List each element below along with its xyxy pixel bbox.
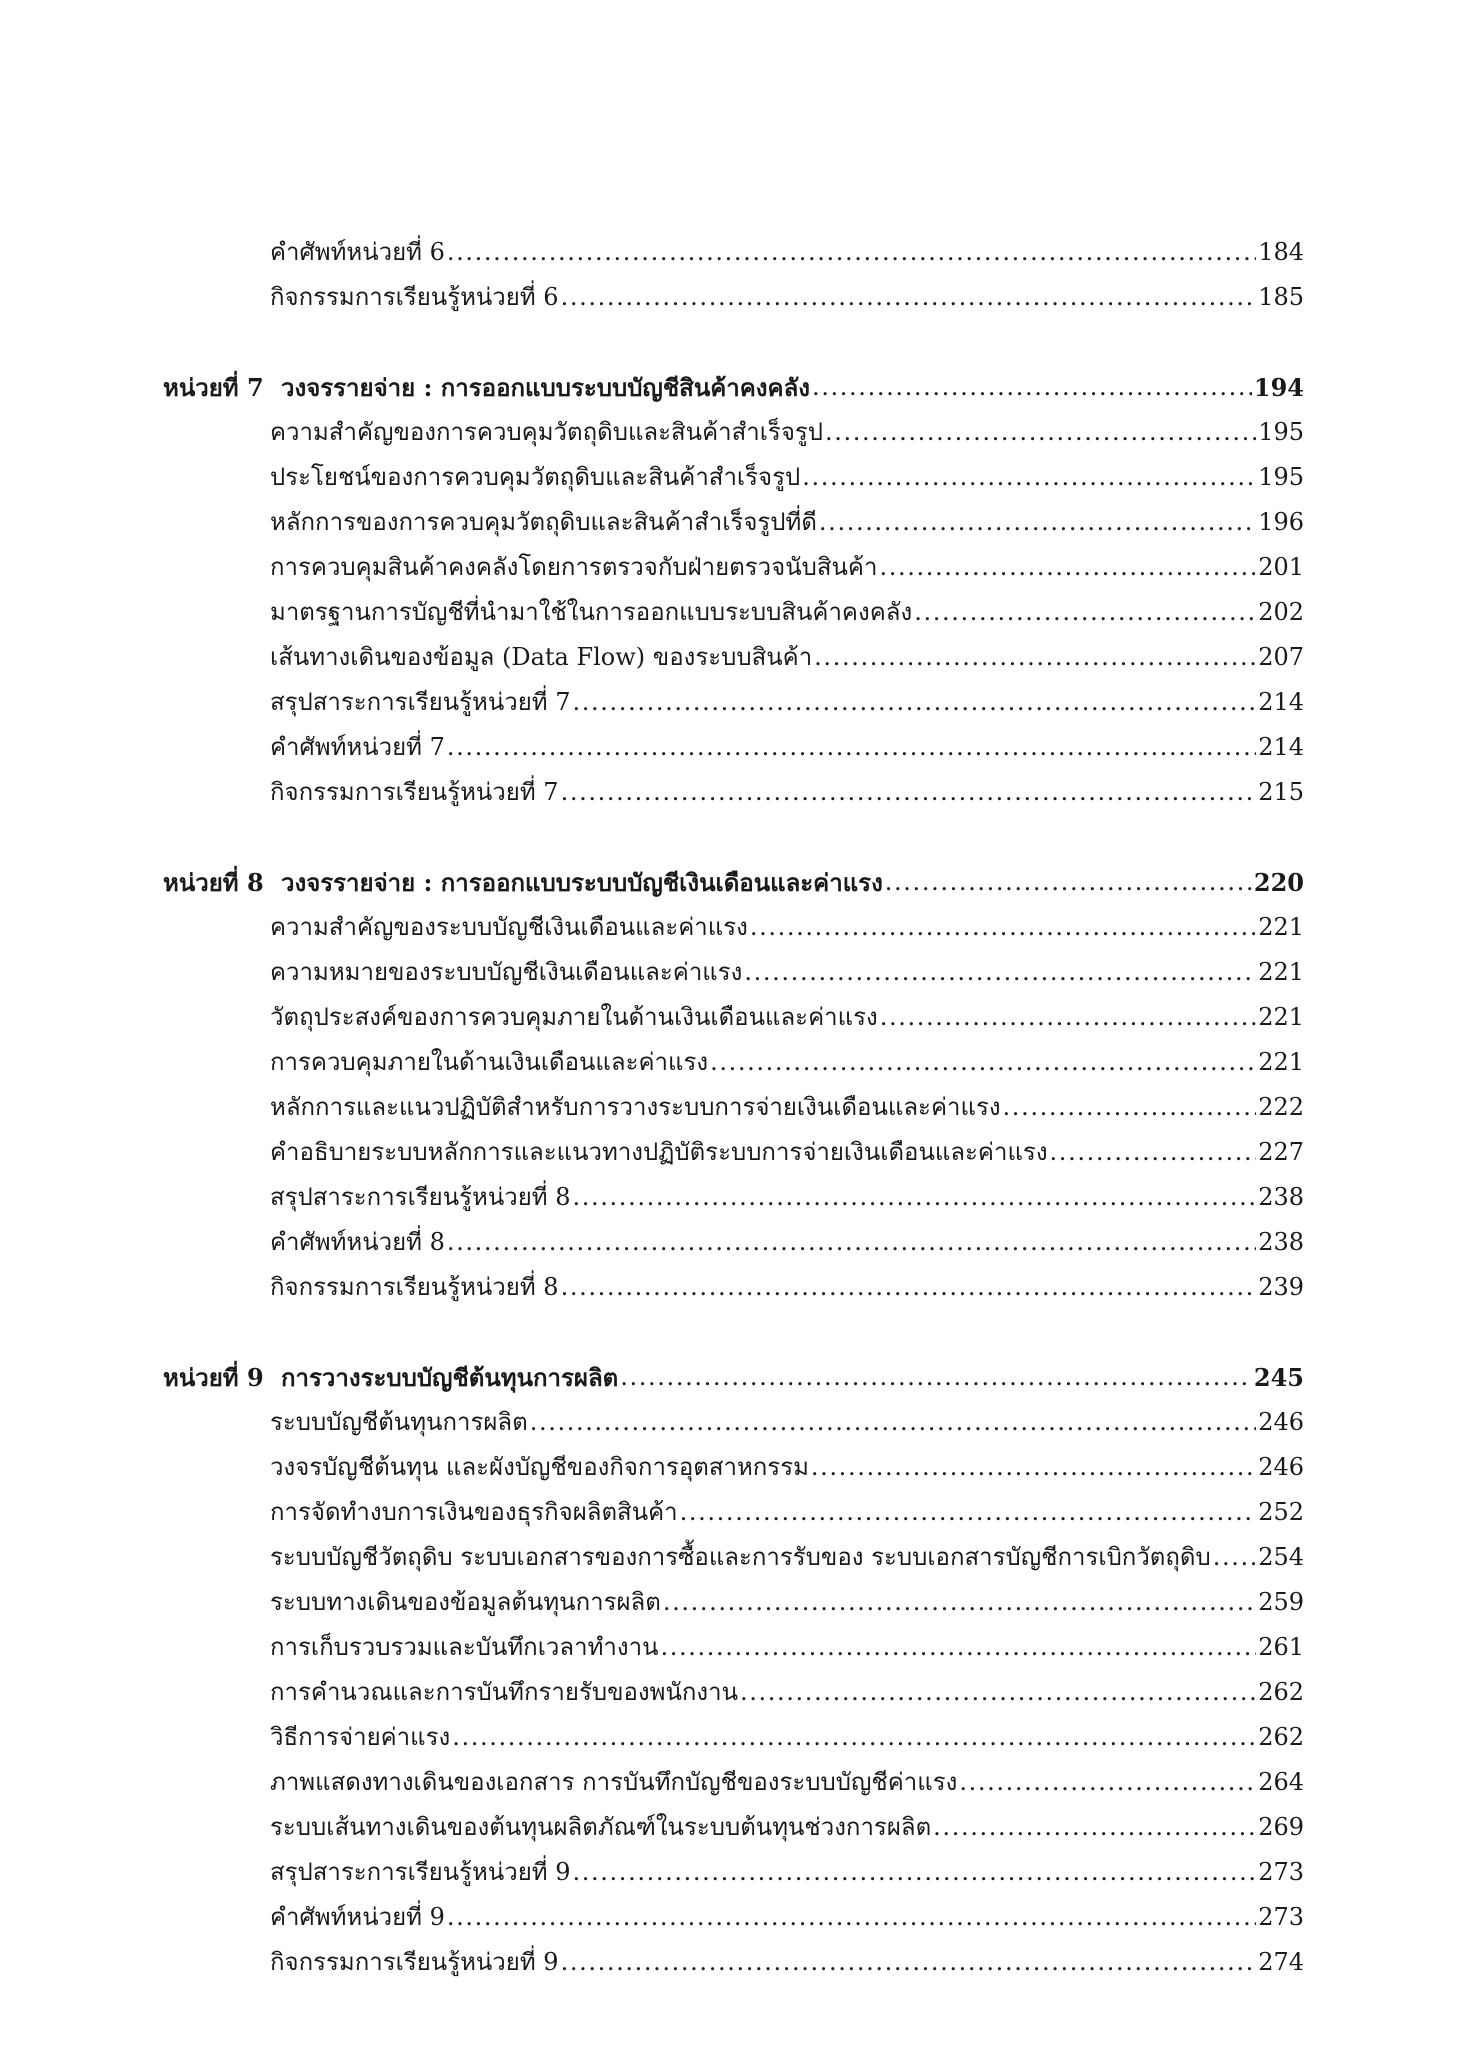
toc-entry (163, 275, 1304, 320)
toc-entry-page-number: 264 (1258, 1768, 1304, 1796)
toc-entry-title: สรุปสาระการเรียนรู้หน่วยที่ 7 (270, 688, 571, 716)
toc-entry (163, 1625, 1304, 1670)
toc-entry (163, 455, 1304, 500)
toc-entry (163, 725, 1304, 770)
dot-leader (573, 1850, 1257, 1895)
toc-entry-page-number: 269 (1258, 1813, 1304, 1841)
dot-leader (825, 410, 1256, 455)
toc-entry-page-number: 246 (1258, 1453, 1304, 1481)
toc-entry (163, 1085, 1304, 1130)
toc-entry (163, 680, 1304, 725)
toc-entry-title: กิจกรรมการเรียนรู้หน่วยที่ 9 (270, 1948, 559, 1976)
toc-entry (163, 995, 1304, 1040)
dot-leader (879, 545, 1256, 590)
dot-leader (561, 275, 1257, 320)
toc-entry-page-number: 201 (1258, 553, 1304, 581)
toc-entry-title: การควบคุมสินค้าคงคลังโดยการตรวจกับฝ่ายตรวจนับสินค้า (270, 553, 878, 581)
toc-entry (163, 545, 1304, 590)
toc-entry (163, 500, 1304, 545)
toc-entry (163, 1220, 1304, 1265)
dot-leader (710, 1040, 1256, 1085)
toc-entry-page-number: 184 (1258, 238, 1304, 266)
toc-entry (163, 1760, 1304, 1805)
toc-entry-page-number: 195 (1258, 418, 1304, 446)
toc-entry-page-number: 207 (1258, 643, 1304, 671)
dot-leader (561, 770, 1257, 815)
toc-entry-title: มาตรฐานการบัญชีที่นำมาใช้ในการออกแบบระบบสินค้าคงคลัง (270, 598, 913, 626)
toc-entry-title: วัตถุประสงค์ของการควบคุมภายในด้านเงินเดือนและค่าแรง (270, 1003, 878, 1031)
toc-entry-page-number: 222 (1258, 1093, 1304, 1121)
toc-entry-title: ระบบบัญชีวัตถุดิบ ระบบเอกสารของการซื้อและการรับของ ระบบเอกสารบัญชีการเบิกวัตถุดิบ (270, 1543, 1211, 1571)
dot-leader (663, 1580, 1256, 1625)
toc-unit-heading (163, 365, 1304, 410)
dot-leader (933, 1805, 1256, 1850)
dot-leader (573, 680, 1257, 725)
toc-entry-title: หลักการและแนวปฏิบัติสำหรับการวางระบบการจ่ายเงินเดือนและค่าแรง (270, 1093, 1001, 1121)
toc-entry-title: วิธีการจ่ายค่าแรง (270, 1723, 451, 1751)
toc-entry-page-number: 262 (1258, 1723, 1304, 1751)
toc-entry-page-number: 227 (1258, 1138, 1304, 1166)
dot-leader (447, 725, 1256, 770)
dot-leader (744, 950, 1256, 995)
toc-entry-title: การเก็บรวบรวมและบันทึกเวลาทำงาน (270, 1633, 659, 1661)
toc-entry (163, 1265, 1304, 1310)
toc-entry (163, 635, 1304, 680)
toc-entry (163, 1535, 1304, 1580)
toc-entry-page-number: 254 (1258, 1543, 1304, 1571)
unit-page-number: 245 (1253, 1363, 1304, 1392)
toc-entry-page-number: 274 (1258, 1948, 1304, 1976)
dot-leader (452, 1715, 1256, 1760)
toc-entry (163, 1805, 1304, 1850)
dot-leader (573, 1175, 1257, 1220)
toc-unit-heading (163, 1355, 1304, 1400)
dot-leader (750, 905, 1256, 950)
dot-leader (1003, 1085, 1257, 1130)
toc-entry (163, 1940, 1304, 1985)
toc-entry-page-number: 239 (1258, 1273, 1304, 1301)
unit-label: หน่วยที่ 8 (163, 868, 264, 897)
toc-entry-title: ระบบบัญชีต้นทุนการผลิต (270, 1408, 528, 1436)
unit-label: หน่วยที่ 9 (163, 1363, 264, 1392)
toc-entry-title: ความสำคัญของระบบบัญชีเงินเดือนและค่าแรง (270, 913, 748, 941)
toc-entry-title: คำอธิบายระบบหลักการและแนวทางปฏิบัติระบบการจ่ายเงินเดือนและค่าแรง (270, 1138, 1048, 1166)
toc-entry-page-number: 262 (1258, 1678, 1304, 1706)
table-of-contents (163, 230, 1304, 1985)
toc-entry-page-number: 221 (1258, 913, 1304, 941)
unit-title: วงจรรายจ่าย : การออกแบบระบบบัญชีเงินเดือนและค่าแรง (281, 868, 883, 897)
dot-leader (447, 230, 1256, 275)
toc-entry (163, 1715, 1304, 1760)
dot-leader (914, 590, 1256, 635)
toc-entry-page-number: 238 (1258, 1183, 1304, 1211)
dot-leader (680, 1490, 1257, 1535)
dot-leader (814, 635, 1256, 680)
toc-entry (163, 230, 1304, 275)
dot-leader (819, 500, 1256, 545)
toc-entry-title: เส้นทางเดินของข้อมูล (Data Flow) ของระบบสินค้า (270, 643, 813, 671)
dot-leader (660, 1625, 1256, 1670)
toc-entry-page-number: 196 (1258, 508, 1304, 536)
dot-leader (959, 1760, 1256, 1805)
toc-entry-title: สรุปสาระการเรียนรู้หน่วยที่ 9 (270, 1858, 571, 1886)
toc-entry (163, 590, 1304, 635)
toc-entry-page-number: 221 (1258, 958, 1304, 986)
toc-entry-page-number: 259 (1258, 1588, 1304, 1616)
toc-entry-page-number: 214 (1258, 688, 1304, 716)
dot-leader (811, 1445, 1256, 1490)
toc-section (163, 365, 1304, 815)
dot-leader (812, 365, 1252, 410)
dot-leader (1050, 1130, 1257, 1175)
toc-entry-title: คำศัพท์หน่วยที่ 7 (270, 733, 445, 761)
dot-leader (561, 1265, 1257, 1310)
toc-entry (163, 1445, 1304, 1490)
dot-leader (880, 995, 1257, 1040)
toc-section (163, 860, 1304, 1310)
toc-entry-title: ประโยชน์ของการควบคุมวัตถุดิบและสินค้าสำเร็จรูป (270, 463, 801, 491)
unit-title: การวางระบบบัญชีต้นทุนการผลิต (281, 1363, 619, 1392)
toc-entry-title: ภาพแสดงทางเดินของเอกสาร การบันทึกบัญชีของระบบบัญชีค่าแรง (270, 1768, 958, 1796)
toc-section (163, 230, 1304, 320)
toc-entry-title: ระบบเส้นทางเดินของต้นทุนผลิตภัณฑ์ในระบบต้นทุนช่วงการผลิต (270, 1813, 932, 1841)
toc-entry-title: คำศัพท์หน่วยที่ 8 (270, 1228, 445, 1256)
dot-leader (447, 1220, 1256, 1265)
toc-entry-page-number: 238 (1258, 1228, 1304, 1256)
toc-entry-page-number: 273 (1258, 1903, 1304, 1931)
toc-section (163, 1355, 1304, 1985)
toc-entry-title: การควบคุมภายในด้านเงินเดือนและค่าแรง (270, 1048, 709, 1076)
toc-entry-title: ความหมายของระบบบัญชีเงินเดือนและค่าแรง (270, 958, 743, 986)
toc-entry-page-number: 214 (1258, 733, 1304, 761)
toc-entry-page-number: 215 (1258, 778, 1304, 806)
dot-leader (561, 1940, 1257, 1985)
toc-entry-page-number: 252 (1258, 1498, 1304, 1526)
toc-entry (163, 1580, 1304, 1625)
toc-entry (163, 1400, 1304, 1445)
unit-page-number: 194 (1253, 373, 1304, 402)
dot-leader (740, 1670, 1256, 1715)
unit-title: วงจรรายจ่าย : การออกแบบระบบบัญชีสินค้าคงคลัง (281, 373, 811, 402)
toc-entry-page-number: 246 (1258, 1408, 1304, 1436)
dot-leader (530, 1400, 1256, 1445)
toc-entry (163, 1850, 1304, 1895)
toc-entry (163, 950, 1304, 995)
toc-entry-page-number: 273 (1258, 1858, 1304, 1886)
toc-entry-page-number: 202 (1258, 598, 1304, 626)
toc-entry-page-number: 261 (1258, 1633, 1304, 1661)
toc-entry-title: ความสำคัญของการควบคุมวัตถุดิบและสินค้าสำเร็จรูป (270, 418, 824, 446)
toc-entry (163, 1490, 1304, 1535)
toc-entry-title: คำศัพท์หน่วยที่ 6 (270, 238, 445, 266)
toc-entry-page-number: 185 (1258, 283, 1304, 311)
toc-entry-title: สรุปสาระการเรียนรู้หน่วยที่ 8 (270, 1183, 571, 1211)
toc-entry-title: วงจรบัญชีต้นทุน และผังบัญชีของกิจการอุตสาหกรรม (270, 1453, 809, 1481)
dot-leader (1213, 1535, 1256, 1580)
dot-leader (885, 860, 1252, 905)
toc-entry (163, 1175, 1304, 1220)
unit-label: หน่วยที่ 7 (163, 373, 264, 402)
toc-entry-title: การคำนวณและการบันทึกรายรับของพนักงาน (270, 1678, 738, 1706)
toc-entry (163, 1895, 1304, 1940)
dot-leader (802, 455, 1256, 500)
toc-entry-title: คำศัพท์หน่วยที่ 9 (270, 1903, 445, 1931)
toc-entry (163, 770, 1304, 815)
dot-leader (447, 1895, 1256, 1940)
toc-entry-title: กิจกรรมการเรียนรู้หน่วยที่ 6 (270, 283, 559, 311)
toc-entry (163, 410, 1304, 455)
toc-entry (163, 905, 1304, 950)
toc-entry (163, 1130, 1304, 1175)
toc-entry (163, 1040, 1304, 1085)
toc-entry-title: หลักการของการควบคุมวัตถุดิบและสินค้าสำเร็จรูปที่ดี (270, 508, 817, 536)
toc-entry-page-number: 221 (1258, 1048, 1304, 1076)
toc-entry (163, 1670, 1304, 1715)
toc-unit-heading (163, 860, 1304, 905)
toc-entry-page-number: 221 (1258, 1003, 1304, 1031)
unit-page-number: 220 (1253, 868, 1304, 897)
dot-leader (620, 1355, 1252, 1400)
toc-entry-page-number: 195 (1258, 463, 1304, 491)
toc-entry-title: การจัดทำงบการเงินของธุรกิจผลิตสินค้า (270, 1498, 678, 1526)
toc-entry-title: ระบบทางเดินของข้อมูลต้นทุนการผลิต (270, 1588, 661, 1616)
toc-entry-title: กิจกรรมการเรียนรู้หน่วยที่ 7 (270, 778, 559, 806)
toc-entry-title: กิจกรรมการเรียนรู้หน่วยที่ 8 (270, 1273, 559, 1301)
